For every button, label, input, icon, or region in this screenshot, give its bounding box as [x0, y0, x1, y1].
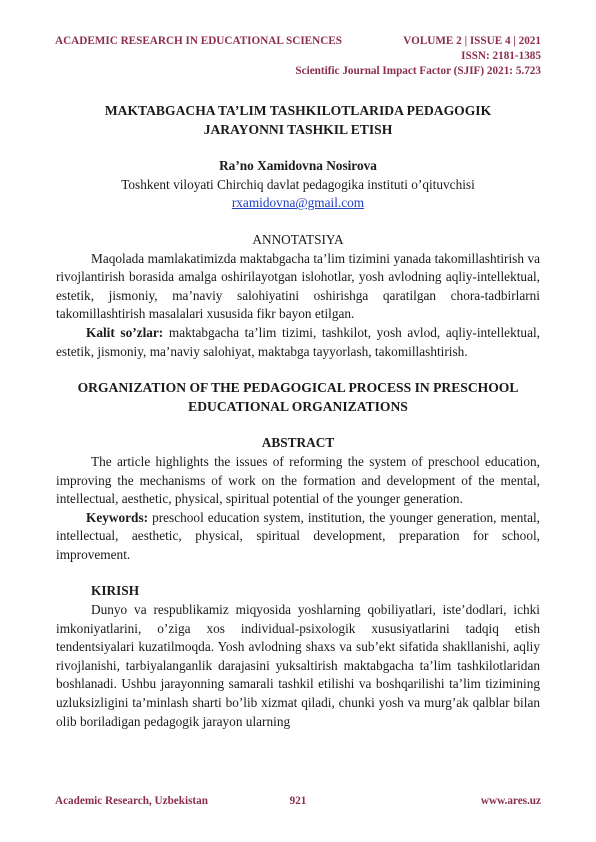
annotatsiya-heading: ANNOTATSIYA: [252, 231, 344, 247]
journal-name: ACADEMIC RESEARCH IN EDUCATIONAL SCIENCES: [55, 35, 342, 47]
keywords: [56, 509, 540, 565]
article-body: [56, 102, 540, 731]
kalit-sozlar: [56, 324, 540, 361]
page-number: 921: [289, 795, 307, 807]
footer-publisher: Academic Research, Uzbekistan: [55, 795, 208, 807]
author-name: Ra’no Xamidovna Nosirova: [219, 158, 377, 174]
issn: ISSN: 2181-1385: [461, 50, 541, 62]
author-email-link[interactable]: rxamidovna@gmail.com: [231, 195, 365, 211]
title-uz-line-1: MAKTABGACHA TA’LIM TASHKILOTLARIDA PEDAGOGIK: [104, 103, 492, 118]
page-header: [55, 34, 541, 79]
abstract-heading: ABSTRACT: [261, 435, 335, 451]
footer-website[interactable]: www.ares.uz: [480, 795, 541, 807]
title-uz: [56, 102, 540, 139]
annotatsiya-text: Maqolada mamlakatimizda maktabgacha ta’lim tizimini yanada takomillashtirish va rivojlantirish borasida amalga oshirilayotgan islohotlar, yosh avlodning aqliy-intellektual, estetik, jismoniy, ma’naviy salohiyatini oshirishga qaratilgan chora-tadbirlarni takomillashtirish masalalari xususida fikr bayon etilgan.: [56, 250, 540, 322]
kirish-text: Dunyo va respublikamiz miqyosida yoshlarning qobiliyatlari, iste’dodlari, ichki imkoniyatlarini, o’ziga xos individual-psixologik xususiyatlarini tadqiq etish tendentsiyalari kuzatilmoqda. Yosh avlodning shaxs va sub’ekt sifatida shakllanishi, aqliy rivojlanishi, tarbiyalanganlik darajasini yuksaltirish maktabgacha ta’lim tashkilotlaridan boshlanadi. Ushbu jarayonning samarali tashkil etilishi va boshqarilishi ta’lim tizimining uzluksizligini ta’minlash sharti bo’lib xizmat qiladi, chunki yosh va murg’ak qalblar bilan olib boriladigan pedagogik jarayon ularning: [56, 602, 540, 729]
title-en-line-1: ORGANIZATION OF THE PEDAGOGICAL PROCESS IN PRESCHOOL: [77, 380, 519, 396]
title-en-line-2: EDUCATIONAL ORGANIZATIONS: [188, 398, 408, 414]
title-en: [56, 379, 540, 416]
kalit-sozlar-label: Kalit so’zlar:: [86, 324, 164, 340]
page-footer: [55, 795, 541, 807]
kirish-heading: KIRISH: [91, 583, 140, 599]
keywords-text: preschool education system, institution, the younger generation, mental, intellectual, aesthetic, physical, spiritual development, preparation for school, improvement.: [56, 509, 540, 562]
abstract-text: The article highlights the issues of reforming the system of preschool education, improving the mechanisms of work on the formation and development of the mental, intellectual, aesthetic, physical, spiritual potential of the younger generation.: [56, 453, 540, 507]
impact-factor: Scientific Journal Impact Factor (SJIF) 2021: 5.723: [295, 65, 541, 77]
volume-issue: VOLUME 2 | ISSUE 4 | 2021: [403, 35, 541, 47]
keywords-label: Keywords:: [86, 509, 149, 525]
author-affiliation: Toshkent viloyati Chirchiq davlat pedagogika instituti o’qituvchisi: [121, 176, 475, 192]
kalit-sozlar-text: maktabgacha ta’lim tizimi, tashkilot, yosh avlod, aqliy-intellektual, estetik, jismoniy, ma’naviy salohiyat, maktabga tayyorlash, takomillashtirish.: [56, 324, 540, 359]
title-uz-line-2: JARAYONNI TASHKIL ETISH: [203, 121, 393, 137]
